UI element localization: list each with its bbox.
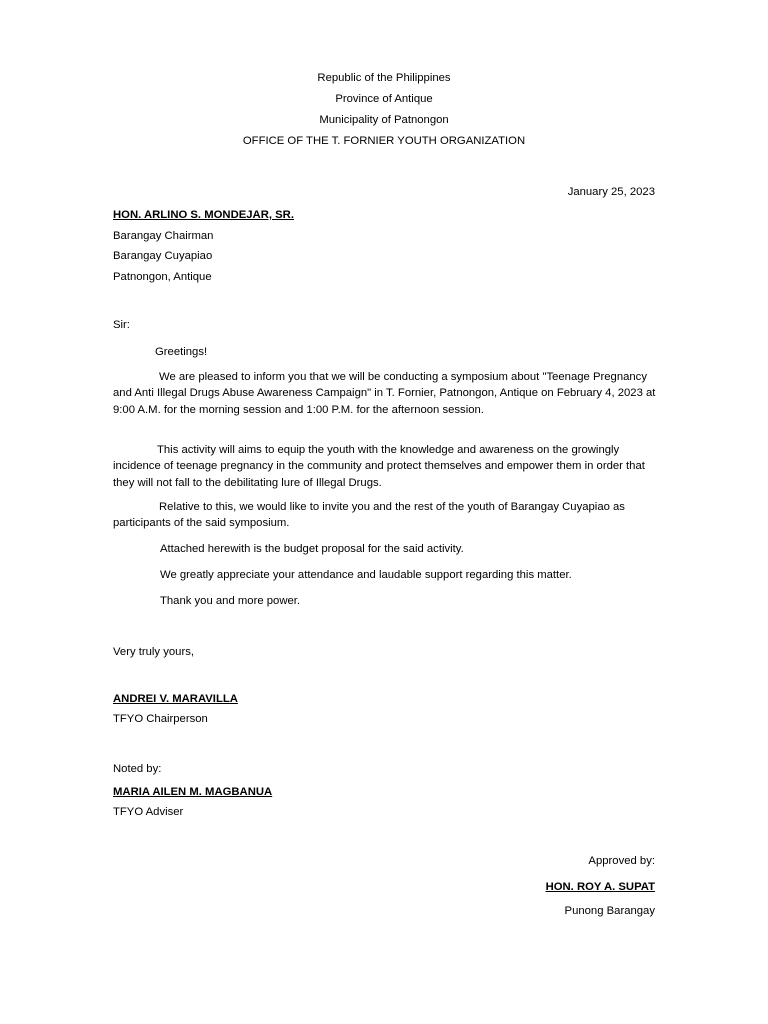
noted-name: MARIA AILEN M. MAGBANUA	[113, 786, 273, 798]
recipient-name: HON. ARLINO S. MONDEJAR, SR.	[113, 209, 294, 221]
approved-title: Punong Barangay	[564, 905, 655, 917]
body-paragraph-2: This activity will aims to equip the youth with the knowledge and awareness on the growingly incidence of teenage pregnancy in the community and protect themselves and empower them in order that they will not fall to the debilitating lure of Illegal Drugs.	[113, 444, 645, 489]
header-republic: Republic of the Philippines	[317, 72, 451, 84]
approved-name: HON. ROY A. SUPAT	[545, 881, 655, 893]
header-office: OFFICE OF THE T. FORNIER YOUTH ORGANIZATION	[242, 135, 526, 147]
recipient-barangay: Barangay Cuyapiao	[113, 250, 213, 262]
noted-title: TFYO Adviser	[113, 806, 184, 818]
body-paragraph-3: Relative to this, we would like to invite you and the rest of the youth of Barangay Cuyapiao as participants of the said symposium.	[113, 501, 625, 530]
letter-date: January 25, 2023	[567, 186, 655, 198]
header-province: Province of Antique	[335, 93, 433, 105]
recipient-address: Patnongon, Antique	[113, 271, 212, 283]
approved-label: Approved by:	[588, 855, 655, 867]
signatory-title: TFYO Chairperson	[113, 713, 208, 725]
noted-label: Noted by:	[113, 763, 162, 775]
body-paragraph-4: Attached herewith is the budget proposal for the said activity.	[160, 543, 464, 555]
body-paragraph-5: We greatly appreciate your attendance and laudable support regarding this matter.	[160, 569, 572, 581]
recipient-title: Barangay Chairman	[113, 230, 214, 242]
salutation: Sir:	[113, 319, 130, 331]
header-municipality: Municipality of Patnongon	[319, 114, 449, 126]
signatory-name: ANDREI V. MARAVILLA	[113, 693, 238, 705]
closing: Very truly yours,	[113, 646, 194, 658]
body-paragraph-6: Thank you and more power.	[160, 595, 301, 607]
body-paragraph-1: We are pleased to inform you that we will be conducting a symposium about "Teenage Pregnancy and Anti Illegal Drugs Abuse Awareness Campaign" in T. Fornier, Patnongon, Antique on February 4, 2023 at 9:00 A.M. for the morning session and 1:00 P.M. for the afternoon session.	[113, 371, 656, 416]
greeting: Greetings!	[155, 346, 208, 358]
